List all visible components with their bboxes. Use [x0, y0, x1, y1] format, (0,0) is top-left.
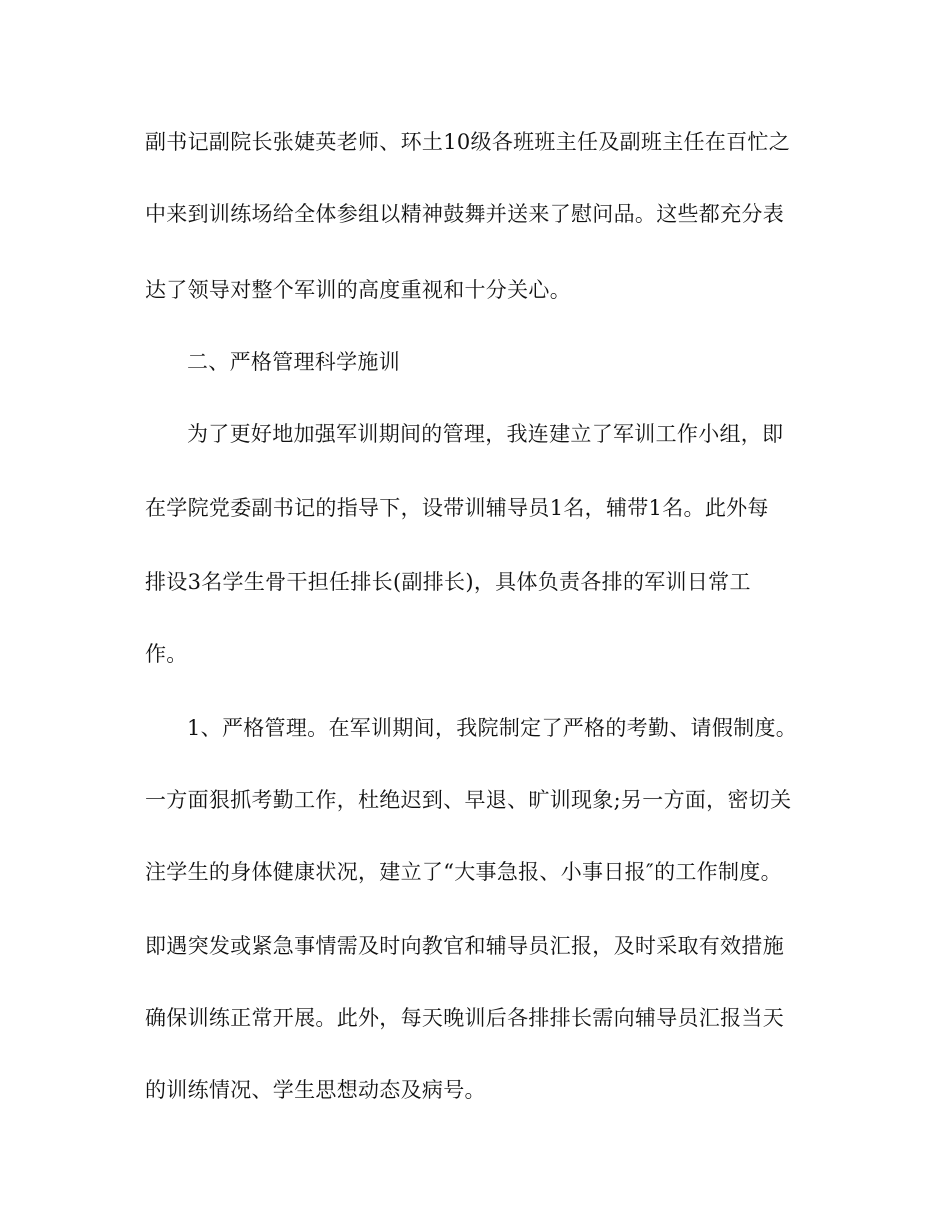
paragraph-line: 的训练情况、学生思想动态及病号。	[145, 1078, 486, 1102]
paragraph-line: 中来到训练场给全体参组以精神鼓舞并送来了慰问品。这些都充分表	[145, 202, 784, 226]
paragraph-line: 一方面狠抓考勤工作，杜绝迟到、早退、旷训现象;另一方面，密切关	[145, 788, 792, 812]
paragraph-line: 即遇突发或紧急事情需及时向教官和辅导员汇报，及时采取有效措施	[145, 934, 784, 958]
paragraph-line: 注学生的身体健康状况，建立了“大事急报、小事日报″的工作制度。	[145, 860, 782, 884]
paragraph-line: 副书记副院长张婕英老师、环土10级各班班主任及副班主任在百忙之	[145, 130, 791, 154]
paragraph-line: 确保训练正常开展。此外，每天晚训后各排排长需向辅导员汇报当天	[145, 1006, 784, 1030]
paragraph-line: 达了领导对整个军训的高度重视和十分关心。	[145, 278, 571, 302]
paragraph-line: 在学院党委副书记的指导下，设带训辅导员1名，辅带1名。此外每	[145, 496, 769, 520]
paragraph-line: 为了更好地加强军训期间的管理，我连建立了军训工作小组，即	[187, 422, 784, 446]
paragraph-line: 排设3名学生骨干担任排长(副排长)，具体负责各排的军训日常工	[145, 570, 751, 594]
paragraph-line: 1、严格管理。在军训期间，我院制定了严格的考勤、请假制度。	[187, 716, 798, 740]
section-heading: 二、严格管理科学施训	[187, 350, 400, 374]
paragraph-line: 作。	[145, 642, 188, 666]
